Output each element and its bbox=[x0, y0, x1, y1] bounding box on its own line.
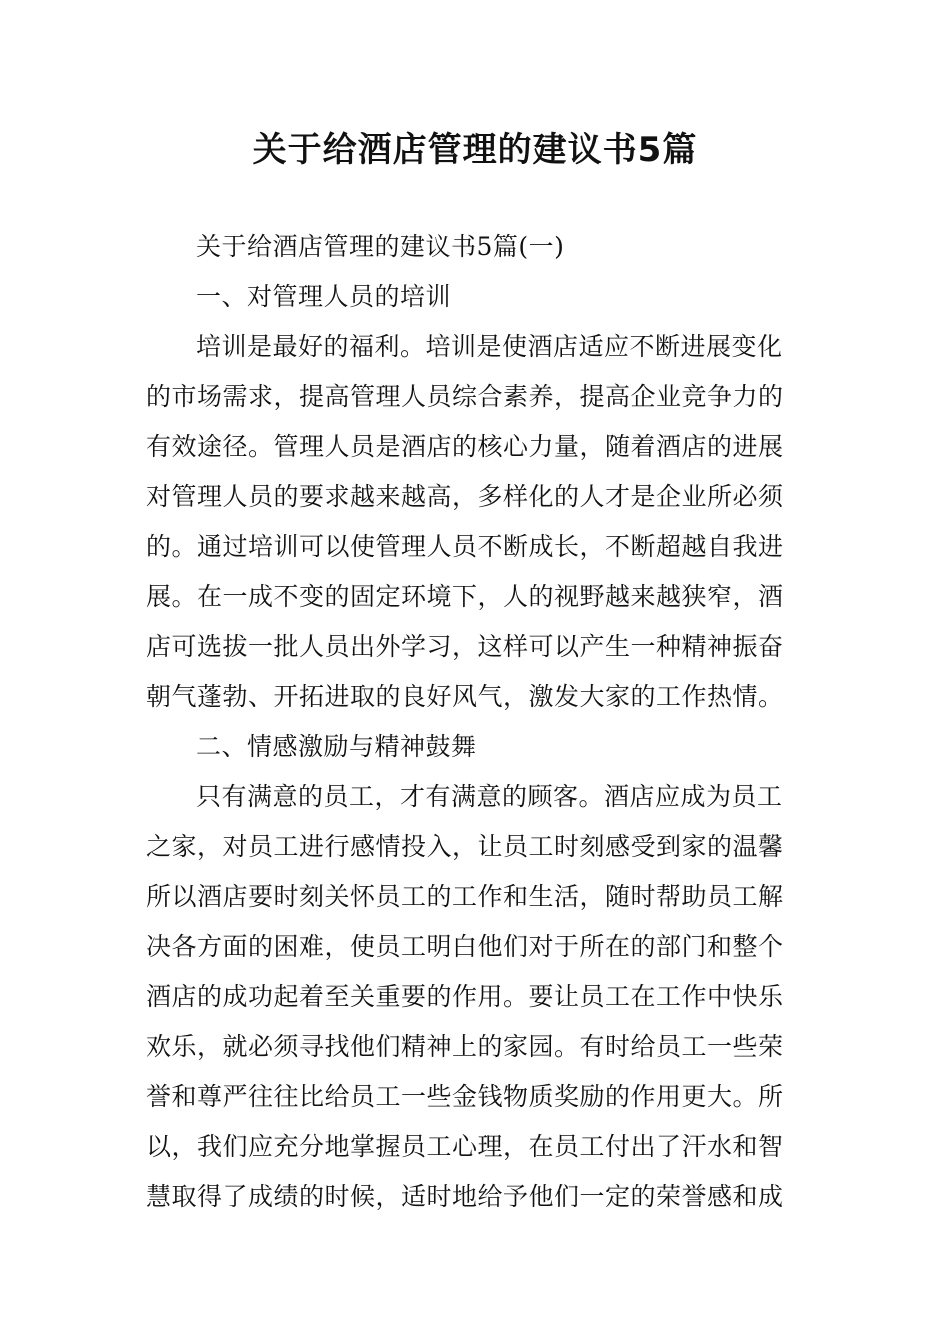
text-line: 欢乐，就必须寻找他们精神上的家园。有时给员工一些荣 bbox=[146, 1032, 784, 1061]
text-line: 关于给酒店管理的建议书5篇(一) bbox=[196, 232, 565, 261]
text-line: 决各方面的困难，使员工明白他们对于所在的部门和整个 bbox=[146, 932, 784, 961]
text-line: 慧取得了成绩的时候，适时地给予他们一定的荣誉感和成 bbox=[146, 1182, 784, 1211]
document-title: 关于给酒店管理的建议书5篇 bbox=[252, 130, 698, 170]
text-line: 有效途径。管理人员是酒店的核心力量，随着酒店的进展 bbox=[146, 432, 784, 461]
text-line: 之家，对员工进行感情投入，让员工时刻感受到家的温馨 bbox=[146, 832, 784, 861]
text-line: 所以酒店要时刻关怀员工的工作和生活，随时帮助员工解 bbox=[146, 882, 784, 911]
document-body bbox=[146, 222, 806, 1222]
text-line: 对管理人员的要求越来越高，多样化的人才是企业所必须 bbox=[146, 482, 784, 511]
text-line: 的市场需求，提高管理人员综合素养，提高企业竞争力的 bbox=[146, 382, 784, 411]
text-line: 展。在一成不变的固定环境下，人的视野越来越狭窄，酒 bbox=[146, 582, 784, 611]
text-line: 二、情感激励与精神鼓舞 bbox=[196, 732, 477, 761]
text-line: 朝气蓬勃、开拓进取的良好风气，激发大家的工作热情。 bbox=[146, 682, 784, 711]
text-line: 酒店的成功起着至关重要的作用。要让员工在工作中快乐 bbox=[146, 982, 784, 1011]
text-line: 培训是最好的福利。培训是使酒店适应不断进展变化 bbox=[196, 332, 783, 361]
text-line: 的。通过培训可以使管理人员不断成长，不断超越自我进 bbox=[146, 532, 784, 561]
text-line: 一、对管理人员的培训 bbox=[196, 282, 452, 311]
text-line: 只有满意的员工，才有满意的顾客。酒店应成为员工 bbox=[196, 782, 783, 811]
text-line: 誉和尊严往往比给员工一些金钱物质奖励的作用更大。所 bbox=[146, 1082, 784, 1111]
text-line: 以，我们应充分地掌握员工心理，在员工付出了汗水和智 bbox=[146, 1132, 784, 1161]
text-line: 店可选拔一批人员出外学习，这样可以产生一种精神振奋 bbox=[146, 632, 784, 661]
